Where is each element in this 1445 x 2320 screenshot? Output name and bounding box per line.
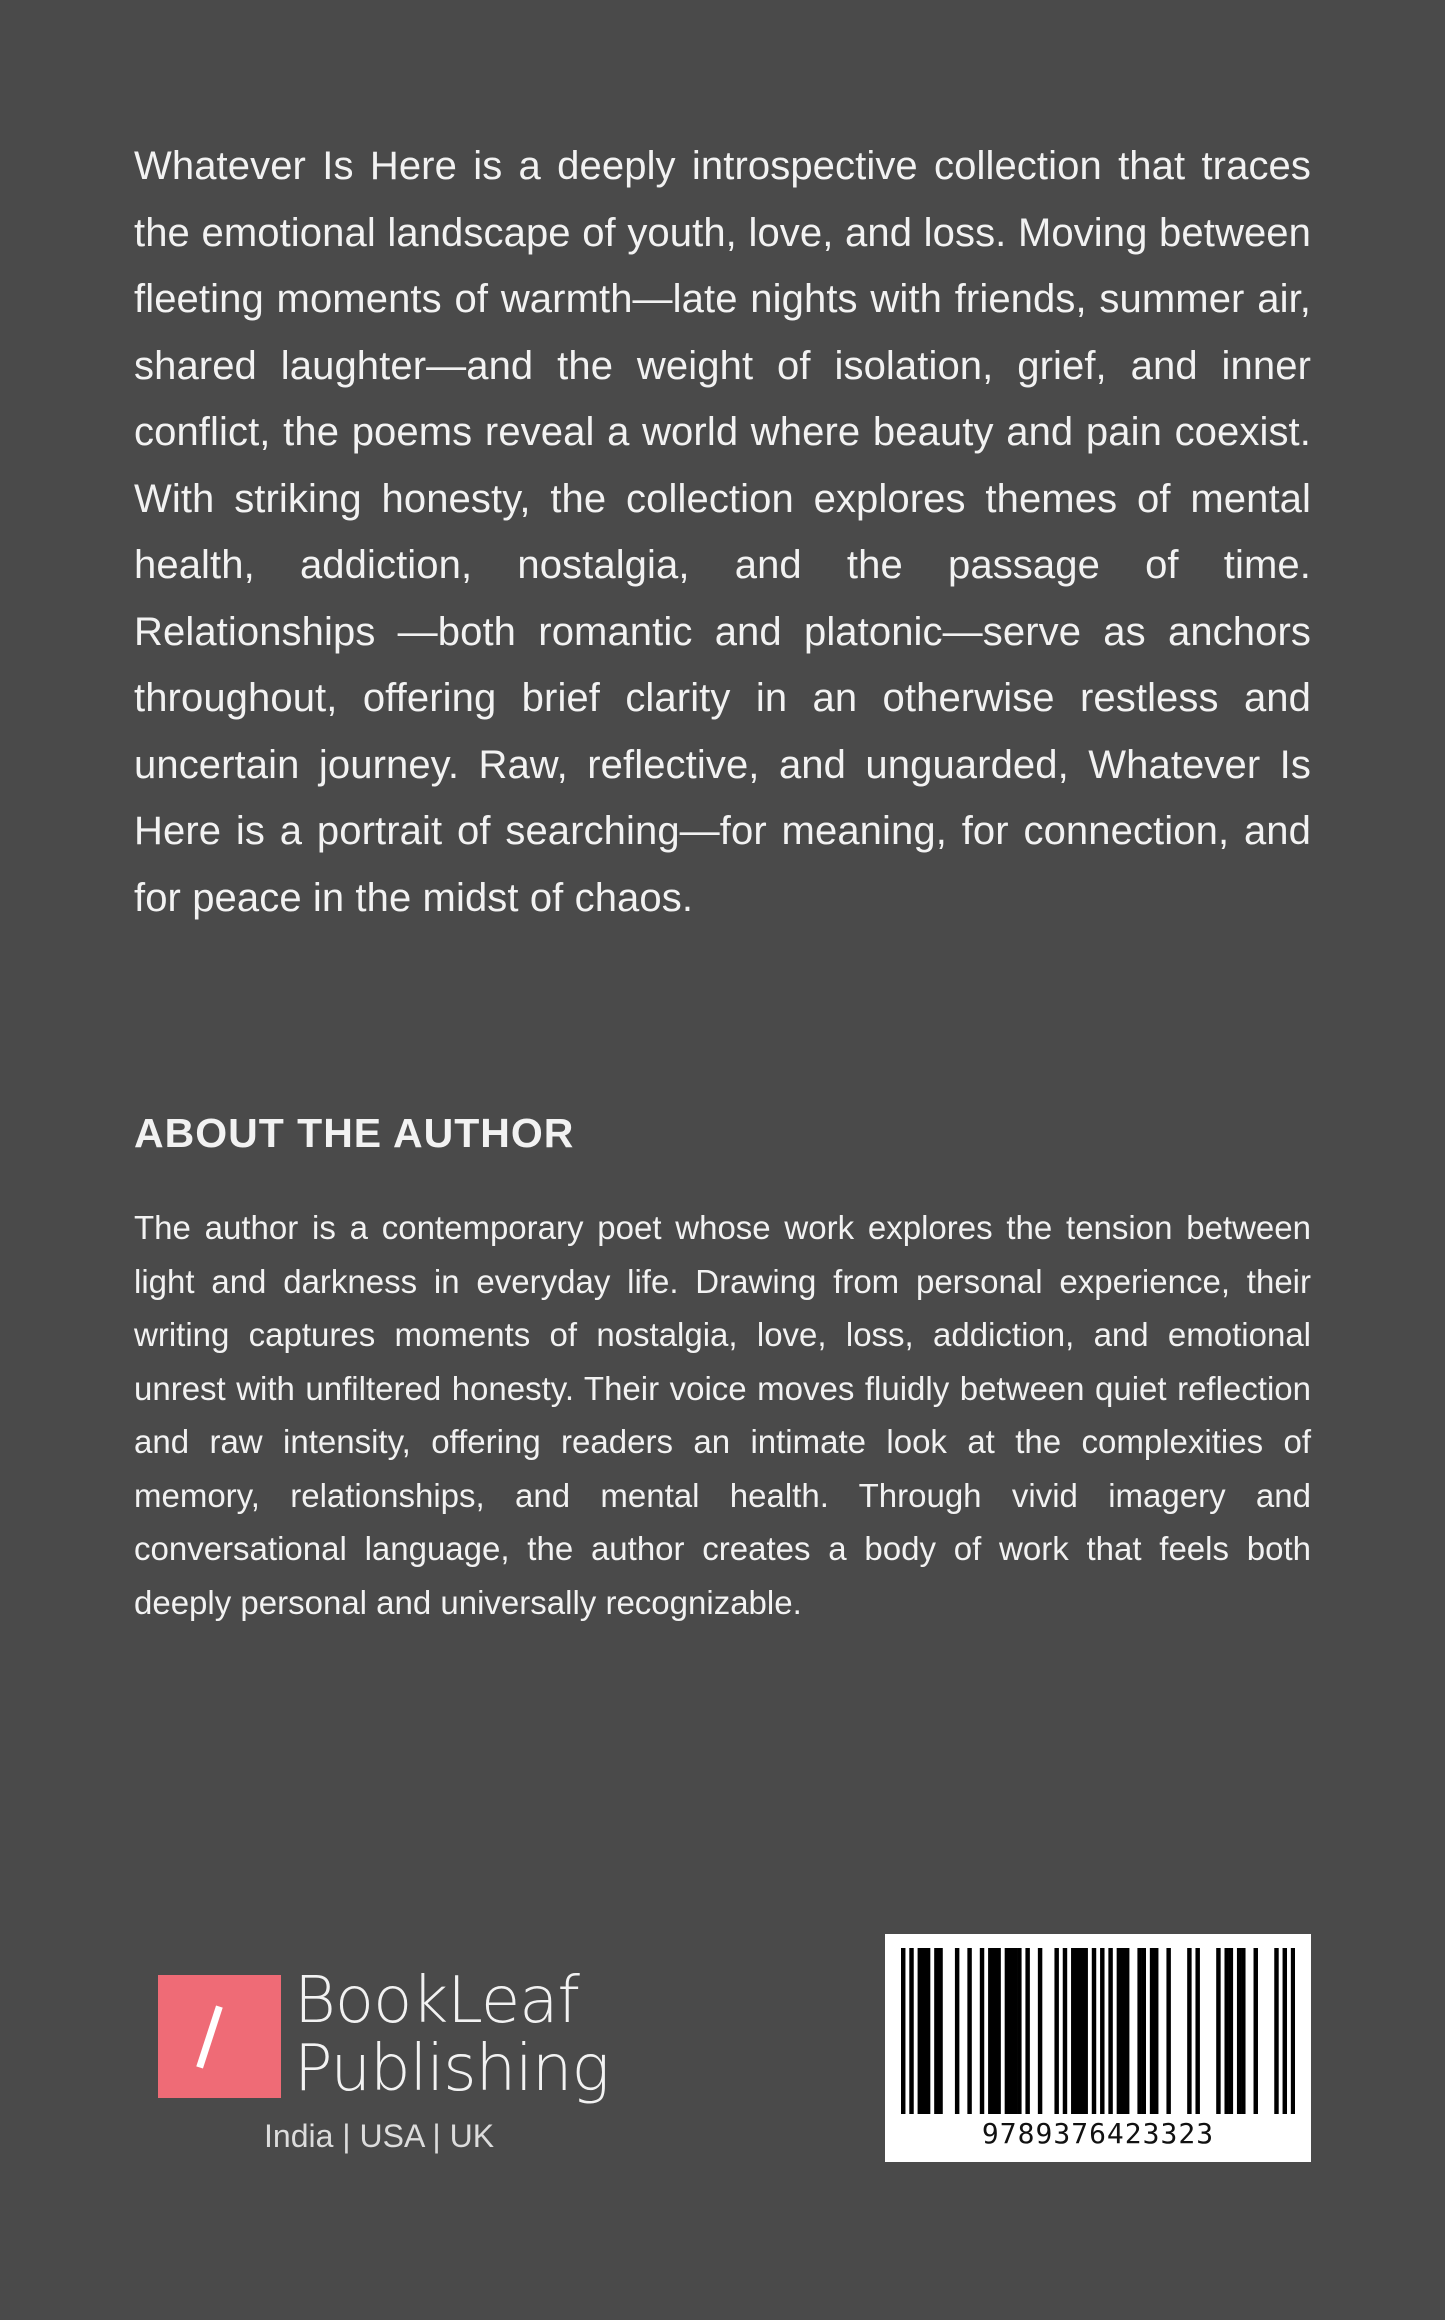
barcode-bar	[1100, 1948, 1104, 2114]
barcode-bar	[1241, 1948, 1245, 2114]
barcode-bar	[1254, 1948, 1258, 2114]
barcode-bar	[1237, 1948, 1241, 2114]
book-blurb: Whatever Is Here is a deeply introspective collection that traces the emotional landscape of youth, love, and loss. Moving between fleeting moments of warmth—late nights with friends, summer air, shared laughter—and the weight of isolation, grief, and inner conflict, the poems reveal a world where beauty and pain coexist. With striking honesty, the collection explores themes of mental health, addiction, nostalgia, and the passage of time. Relationships —both romantic and platonic—serve as anchors throughout, offering brief clarity in an otherwise restless and uncertain journey. Raw, reflective, and unguarded, Whatever Is Here is a portrait of searching—for meaning, for connection, and for peace in the midst of chaos.	[134, 144, 1311, 920]
barcode-bar	[992, 1948, 996, 2114]
barcode-bar	[1166, 1948, 1170, 2114]
barcode-bar	[967, 1948, 971, 2114]
barcode-bar	[1291, 1948, 1295, 2114]
barcode-bar	[1121, 1948, 1125, 2114]
barcode-bar	[1150, 1948, 1154, 2114]
barcode-bar	[1038, 1948, 1042, 2114]
isbn-number: 9789376423323	[981, 2117, 1215, 2150]
barcode-bar	[1054, 1948, 1058, 2114]
author-bio: The author is a contemporary poet whose work explores the tension between light and darkness in everyday life. Drawing from personal experience, their writing captures moments of nostalgia, love, loss, addiction, and emotional unrest with unfiltered honesty. Their voice moves fluidly between quiet reflection and raw intensity, offering readers an intimate look at the complexities of memory, relationships, and mental health. Through vivid imagery and conversational language, the author creates a body of work that feels both deeply personal and universally recognizable.	[134, 1209, 1311, 1621]
barcode-bar	[938, 1948, 942, 2114]
publisher-regions: India | USA | UK	[264, 2118, 495, 2154]
barcode-bar	[934, 1948, 938, 2114]
barcode-bar	[1142, 1948, 1146, 2114]
publisher-name-line2: Publishing	[294, 2032, 609, 2106]
barcode-bar	[918, 1948, 922, 2114]
isbn-barcode	[885, 1934, 1311, 2162]
barcode-bar	[1108, 1948, 1112, 2114]
barcode-bar	[1071, 1948, 1075, 2114]
publisher-logo	[158, 1964, 618, 2170]
barcode-bar	[1025, 1948, 1029, 2114]
barcode-bar	[901, 1948, 905, 2114]
barcode-bar	[1017, 1948, 1021, 2114]
barcode-bar	[1137, 1948, 1141, 2114]
barcode-bar	[996, 1948, 1000, 2114]
barcode-bar	[922, 1948, 926, 2114]
barcode-bar	[1283, 1948, 1287, 2114]
barcode-bar	[1274, 1948, 1278, 2114]
barcode-bar	[1009, 1948, 1013, 2114]
barcode-bar	[955, 1948, 959, 2114]
barcode-bar	[1216, 1948, 1220, 2114]
barcode-bar	[1154, 1948, 1158, 2114]
barcode-bar	[1224, 1948, 1228, 2114]
barcode-bar	[1117, 1948, 1121, 2114]
barcode-bar	[988, 1948, 992, 2114]
publisher-name-line1: BookLeaf	[294, 1964, 579, 2038]
about-author-heading: ABOUT THE AUTHOR	[134, 1110, 575, 1156]
barcode-bar	[1075, 1948, 1079, 2114]
barcode-bar	[1195, 1948, 1199, 2114]
barcode-bar	[1013, 1948, 1017, 2114]
bookleaf-logo-icon	[158, 1975, 281, 2098]
barcode-bar	[909, 1948, 913, 2114]
barcode-bar	[1125, 1948, 1129, 2114]
slash-icon	[196, 2005, 222, 2068]
barcode-bar	[1063, 1948, 1067, 2114]
barcode-bar	[980, 1948, 984, 2114]
barcode-bar	[1229, 1948, 1233, 2114]
barcode-bar	[1083, 1948, 1087, 2114]
barcode-icon	[901, 1948, 1295, 2114]
barcode-bar	[926, 1948, 930, 2114]
barcode-bar	[1092, 1948, 1096, 2114]
barcode-bar	[1187, 1948, 1191, 2114]
barcode-bar	[1079, 1948, 1083, 2114]
barcode-bar	[1005, 1948, 1009, 2114]
